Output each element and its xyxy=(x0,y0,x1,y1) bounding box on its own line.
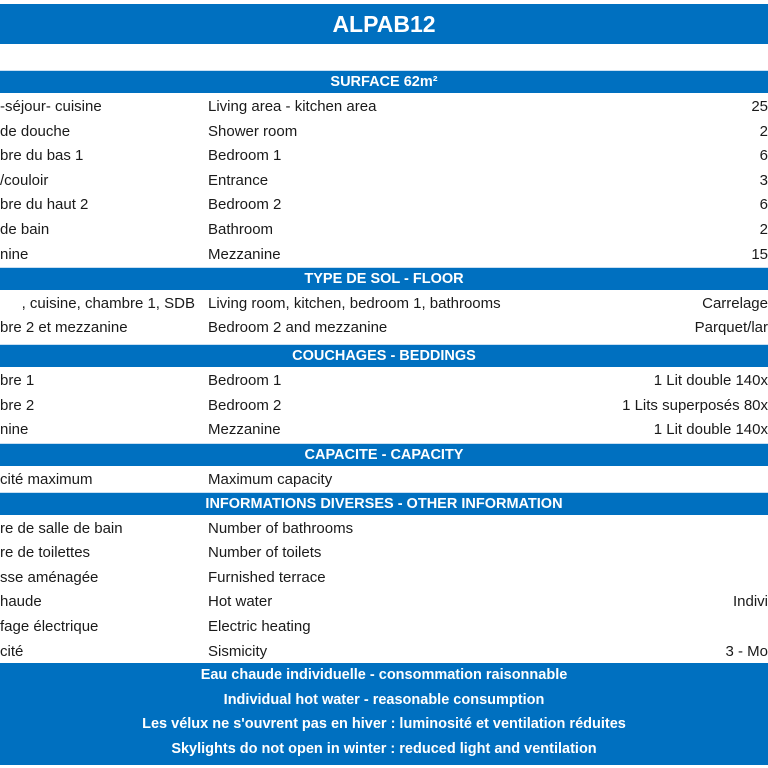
row-label-en: Mezzanine xyxy=(208,421,281,439)
table-row xyxy=(0,243,768,268)
table-row xyxy=(0,120,768,145)
table-row xyxy=(0,566,768,591)
table-row xyxy=(0,169,768,194)
row-label-en: Living room, kitchen, bedroom 1, bathrooms xyxy=(208,294,501,312)
footer-note: Individual hot water - reasonable consumption xyxy=(223,691,545,708)
row-label-en: Bathroom xyxy=(208,221,274,238)
table-row xyxy=(0,517,768,542)
row-label-en: Living area - kitchen area xyxy=(208,98,377,115)
row-value: 3 - Mo xyxy=(725,642,768,660)
row-value: 2 xyxy=(759,221,768,238)
table-row xyxy=(0,218,768,243)
row-label-fr: nine xyxy=(0,245,29,263)
row-label-en: Mezzanine xyxy=(208,245,281,263)
section-header-other-info: INFORMATIONS DIVERSES - OTHER INFORMATION xyxy=(0,492,768,515)
section-header-floor: TYPE DE SOL - FLOOR xyxy=(0,267,768,290)
table-row xyxy=(0,394,768,419)
row-label-fr: bre 1 xyxy=(0,372,35,389)
row-value: 1 Lit double 140x xyxy=(653,421,768,439)
row-value: 6 xyxy=(759,147,768,165)
row-label-en: Maximum capacity xyxy=(208,470,333,488)
row-value: 3 xyxy=(759,171,768,189)
row-label-fr: re de toilettes xyxy=(0,544,91,562)
row-value: 15 xyxy=(751,245,768,263)
row-value: 1 Lits superposés 80x xyxy=(622,396,768,414)
row-label-fr: cité xyxy=(0,642,24,660)
row-label-en: Furnished terrace xyxy=(208,568,326,586)
row-value: Carrelage xyxy=(702,294,768,312)
row-label-fr: bre 2 et mezzanine xyxy=(0,319,128,336)
row-value: 6 xyxy=(759,196,768,214)
row-value: Indivi xyxy=(732,593,768,611)
row-label-en: Shower room xyxy=(208,122,298,140)
row-label-fr: /couloir xyxy=(0,171,49,189)
row-label-en: Entrance xyxy=(208,171,269,189)
row-label-fr: cité maximum xyxy=(0,470,93,488)
footer-note: Eau chaude individuelle - consommation raisonnable xyxy=(200,667,568,683)
row-label-en: Bedroom 2 xyxy=(208,196,282,214)
row-value: 25 xyxy=(751,98,768,115)
row-label-fr: bre du bas 1 xyxy=(0,147,84,165)
table-row xyxy=(0,369,768,394)
table-row xyxy=(0,590,768,615)
row-label-en: Bedroom 2 xyxy=(208,396,282,414)
row-label-en: Bedroom 1 xyxy=(208,372,282,389)
row-label-en: Electric heating xyxy=(208,617,311,635)
row-value: 2 xyxy=(759,122,768,140)
row-label-en: Sismicity xyxy=(208,642,268,660)
section-header-capacity: CAPACITE - CAPACITY xyxy=(0,443,768,466)
table-row xyxy=(0,468,768,493)
row-label-en: Number of toilets xyxy=(208,544,322,562)
row-label-en: Number of bathrooms xyxy=(208,519,354,537)
row-label-fr: bre du haut 2 xyxy=(0,196,89,214)
row-label-fr: haude xyxy=(0,593,42,611)
row-label-fr: sse aménagée xyxy=(0,568,99,586)
table-row xyxy=(0,193,768,218)
row-label-fr: de douche xyxy=(0,122,71,140)
footer-notes xyxy=(0,663,768,765)
table-row xyxy=(0,541,768,566)
table-row xyxy=(0,316,768,341)
page-title: ALPAB12 xyxy=(0,4,768,44)
section-header-surface: SURFACE 62m² xyxy=(0,70,768,93)
table-row xyxy=(0,144,768,169)
row-label-en: Hot water xyxy=(208,593,273,611)
table-row xyxy=(0,95,768,120)
row-label-fr: nine xyxy=(0,421,29,439)
row-label-fr: -séjour- cuisine xyxy=(0,98,102,115)
table-row xyxy=(0,418,768,443)
footer-note: Skylights do not open in winter : reduced light and ventilation xyxy=(171,740,597,757)
row-value: 1 Lit double 140x xyxy=(653,372,768,389)
row-label-fr: bre 2 xyxy=(0,396,35,414)
table-row xyxy=(0,615,768,640)
row-label-en: Bedroom 1 xyxy=(208,147,282,165)
row-label-fr: fage électrique xyxy=(0,617,99,635)
table-row xyxy=(0,640,768,665)
row-value: Parquet/lar xyxy=(694,319,768,336)
row-label-fr: re de salle de bain xyxy=(0,519,123,537)
row-label-fr: de bain xyxy=(0,221,50,238)
row-label-fr: , cuisine, chambre 1, SDB xyxy=(21,294,195,312)
section-header-beddings: COUCHAGES - BEDDINGS xyxy=(0,344,768,367)
table-row xyxy=(0,292,768,317)
footer-note: Les vélux ne s'ouvrent pas en hiver : luminosité et ventilation réduites xyxy=(142,716,626,732)
row-label-en: Bedroom 2 and mezzanine xyxy=(208,319,388,336)
